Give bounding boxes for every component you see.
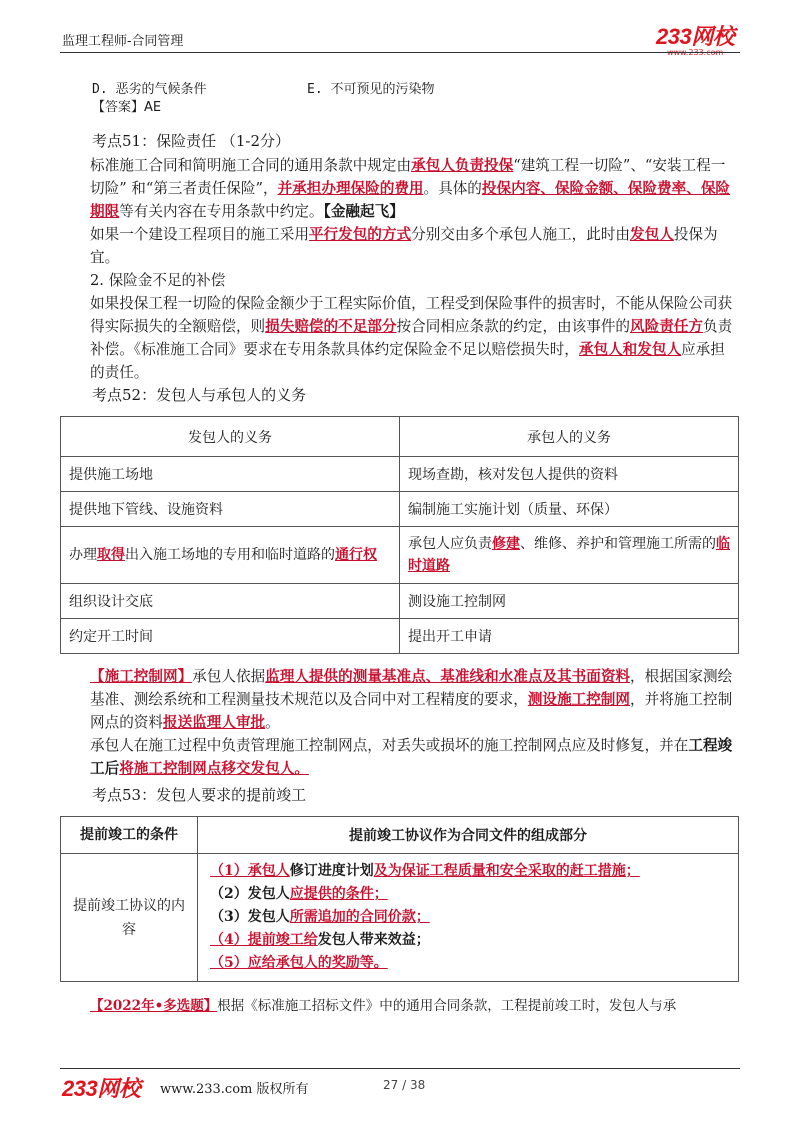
logo-text: 233网校 [656, 24, 735, 49]
table-row [61, 854, 739, 982]
page-number: 27 / 38 [383, 1078, 426, 1092]
section-51-paragraph-2: 如果一个建设工程项目的施工采用平行发包的方式分别交由多个承包人施工，此时由发包人投保为宜。 [90, 226, 718, 266]
table-row [61, 492, 739, 527]
table-header-cell: 提前竣工的条件 [61, 817, 198, 854]
header-divider [60, 52, 740, 53]
section-51-paragraph-1: 标准施工合同和简明施工合同的通用条款中规定由承包人负责投保“建筑工程一切险”、“安装工程一切险” 和“第三者责任保险”，并承担办理保险的费用。具体的投保内容、保险金额、保险费率、保险期限等有关内容在专用条款中约定。【金融起飞】 [90, 157, 731, 220]
table-cell: 编制施工实施计划（质量、环保） [400, 492, 739, 527]
section-52-title: 考点52：发包人与承包人的义务 [92, 386, 307, 404]
table-row [61, 457, 739, 492]
list-item: （5）应给承包人的奖励等。 [210, 955, 388, 971]
table-header-cell: 承包人的义务 [400, 417, 739, 457]
footer-divider [60, 1068, 740, 1069]
table-header-cell: 提前竣工协议作为合同文件的组成部分 [198, 817, 739, 854]
section-53-title: 考点53：发包人要求的提前竣工 [92, 786, 307, 804]
list-item: （1）承包人修订进度计划及为保证工程质量和安全采取的赶工措施； [210, 863, 640, 879]
table-cell: 提供地下管线、设施资料 [61, 492, 400, 527]
table-cell: 测设施工控制网 [400, 584, 739, 619]
table-cell: 约定开工时间 [61, 619, 400, 654]
table-header-row [61, 417, 739, 457]
list-item: （3）发包人所需追加的合同价款； [210, 909, 430, 925]
footer-logo: 233网校 [62, 1076, 141, 1101]
early-completion-table [60, 816, 739, 982]
section-51-paragraph-3: 如果投保工程一切险的保险金额少于工程实际价值，工程受到保险事件的损害时，不能从保险公司获得实际损失的全额赔偿，则损失赔偿的不足部分按合同相应条款的约定，由该事件的风险责任方负责补偿。《标准施工合同》要求在专用条款具体约定保险金不足以赔偿损失时，承包人和发包人应承担的责任。 [90, 295, 733, 381]
table-row [61, 584, 739, 619]
obligations-table [60, 416, 739, 654]
table-cell: 现场查勘，核对发包人提供的资料 [400, 457, 739, 492]
list-item: （2）发包人应提供的条件； [210, 886, 388, 902]
table-header-row [61, 817, 739, 854]
table-cell: 提前竣工协议的内容 [61, 854, 198, 982]
table-cell [198, 854, 739, 982]
answer-line: 【答案】AE [92, 100, 162, 115]
option-e: E. 不可预见的污染物 [307, 82, 435, 97]
section-51-subheading: 2. 保险金不足的补偿 [90, 272, 226, 289]
document-header-title: 监理工程师-合同管理 [62, 34, 184, 49]
option-d: D. 恶劣的气候条件 [92, 82, 207, 97]
section-51-title: 考点51：保险责任 （1-2分） [92, 132, 291, 150]
control-network-maintenance-paragraph: 承包人在施工过程中负责管理施工控制网点，对丢失或损坏的施工控制网点应及时修复，并在工程竣工后将施工控制网点移交发包人。 [90, 737, 733, 777]
control-network-paragraph: 【施工控制网】承包人依据监理人提供的测量基准点、基准线和水准点及其书面资料，根据国家测绘基准、测绘系统和工程测量技术规范以及合同中对工程精度的要求，测设施工控制网，并将施工控制网点的资料报送监理人审批。 [90, 668, 733, 731]
list-item: （4）提前竣工给发包人带来效益； [210, 932, 430, 948]
footer-copyright: www.233.com 版权所有 [160, 1082, 309, 1097]
table-cell: 提供施工场地 [61, 457, 400, 492]
table-cell: 办理取得出入施工场地的专用和临时道路的通行权 [61, 527, 400, 584]
table-row [61, 619, 739, 654]
table-cell: 承包人应负责修建、维修、养护和管理施工所需的临时道路 [400, 527, 739, 584]
table-cell: 组织设计交底 [61, 584, 400, 619]
table-cell: 提出开工申请 [400, 619, 739, 654]
table-header-cell: 发包人的义务 [61, 417, 400, 457]
table-row [61, 527, 739, 584]
question-line: 【2022年•多选题】根据《标准施工招标文件》中的通用合同条款，工程提前竣工时，发包人与承 [90, 998, 677, 1014]
